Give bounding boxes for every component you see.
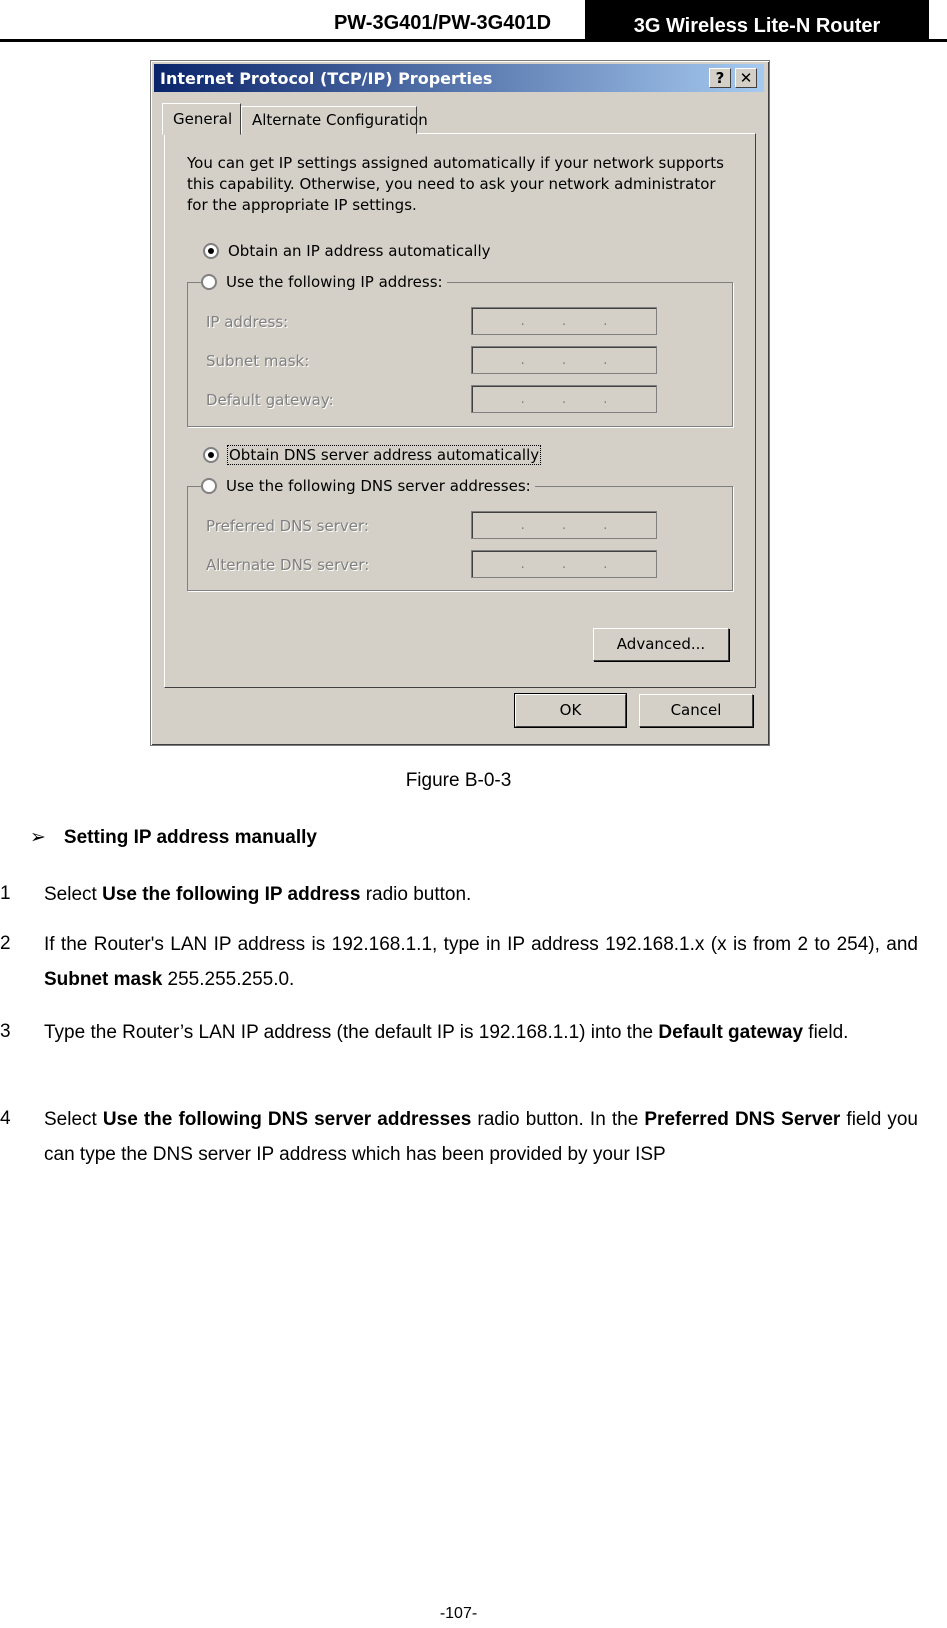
step-number: 1	[0, 883, 11, 904]
tcpip-properties-dialog	[150, 60, 770, 746]
tab-alternate-label: Alternate Configuration	[252, 111, 428, 129]
step-3-text: Type the Router’s LAN IP address (the default IP is 192.168.1.1) into the Default gateway field.	[44, 1022, 849, 1043]
page-number: -107-	[439, 1605, 478, 1622]
radio-obtain-ip-label: Obtain an IP address automatically	[228, 242, 491, 260]
header-rule	[0, 39, 947, 42]
alternate-dns-label: Alternate DNS server:	[206, 556, 370, 574]
header-product: 3G Wireless Lite-N Router	[585, 0, 929, 40]
step-1-text: Select Use the following IP address radio button.	[44, 884, 472, 905]
subnet-mask-field[interactable]: . . .	[471, 346, 657, 374]
dialog-titlebar	[154, 64, 764, 92]
tab-alternate-configuration[interactable]	[241, 106, 428, 134]
dialog-description: You can get IP settings assigned automatically if your network supports this capability. Otherwise, you need to ask your network administrator for the appropriate IP settings.	[187, 154, 724, 214]
radio-use-dns[interactable]	[201, 477, 535, 495]
ip-address-field[interactable]: . . .	[471, 307, 657, 335]
radio-obtain-dns-label: Obtain DNS server address automatically	[229, 446, 540, 464]
dialog-title: Internet Protocol (TCP/IP) Properties	[160, 69, 493, 88]
step-2-text: If the Router's LAN IP address is 192.168.1.1, type in IP address 192.168.1.x (x is from 2 to 254), and Subnet mask 255.255.255.0.	[44, 934, 918, 990]
radio-unchecked-icon	[201, 274, 217, 290]
section-heading	[30, 826, 317, 849]
close-icon[interactable]: ✕	[735, 68, 757, 88]
default-gateway-label: Default gateway:	[206, 391, 334, 409]
section-title: Setting IP address manually	[63, 826, 317, 848]
radio-obtain-ip[interactable]	[203, 242, 495, 260]
preferred-dns-field[interactable]: . . .	[471, 511, 657, 539]
radio-use-ip-label: Use the following IP address:	[226, 273, 443, 291]
ok-button[interactable]: OK	[515, 694, 626, 727]
preferred-dns-label: Preferred DNS server:	[206, 517, 369, 535]
bullet-arrow-icon: ➢	[30, 827, 46, 848]
radio-checked-icon	[203, 243, 219, 259]
alternate-dns-field[interactable]: . . .	[471, 550, 657, 578]
advanced-button[interactable]: Advanced...	[593, 628, 729, 661]
step-number: 2	[0, 933, 11, 954]
tab-general[interactable]	[162, 103, 241, 135]
help-button[interactable]: ?	[709, 68, 731, 88]
figure-caption: Figure B-0-3	[405, 770, 512, 791]
header-model: PW-3G401/PW-3G401D	[333, 12, 552, 34]
radio-obtain-dns[interactable]	[203, 446, 544, 464]
subnet-mask-label: Subnet mask:	[206, 352, 310, 370]
radio-use-dns-label: Use the following DNS server addresses:	[226, 477, 531, 495]
step-number: 3	[0, 1021, 11, 1042]
step-4-text: Select Use the following DNS server addresses radio button. In the Preferred DNS Server field you can type the DNS server IP address which has been provided by your ISP	[44, 1109, 919, 1165]
ip-address-label: IP address:	[206, 313, 289, 331]
cancel-button[interactable]: Cancel	[639, 694, 753, 727]
step-number: 4	[0, 1108, 11, 1129]
radio-unchecked-icon	[201, 478, 217, 494]
default-gateway-field[interactable]: . . .	[471, 385, 657, 413]
radio-checked-icon	[203, 447, 219, 463]
tab-general-label: General	[173, 110, 233, 128]
radio-use-ip[interactable]	[201, 273, 447, 291]
